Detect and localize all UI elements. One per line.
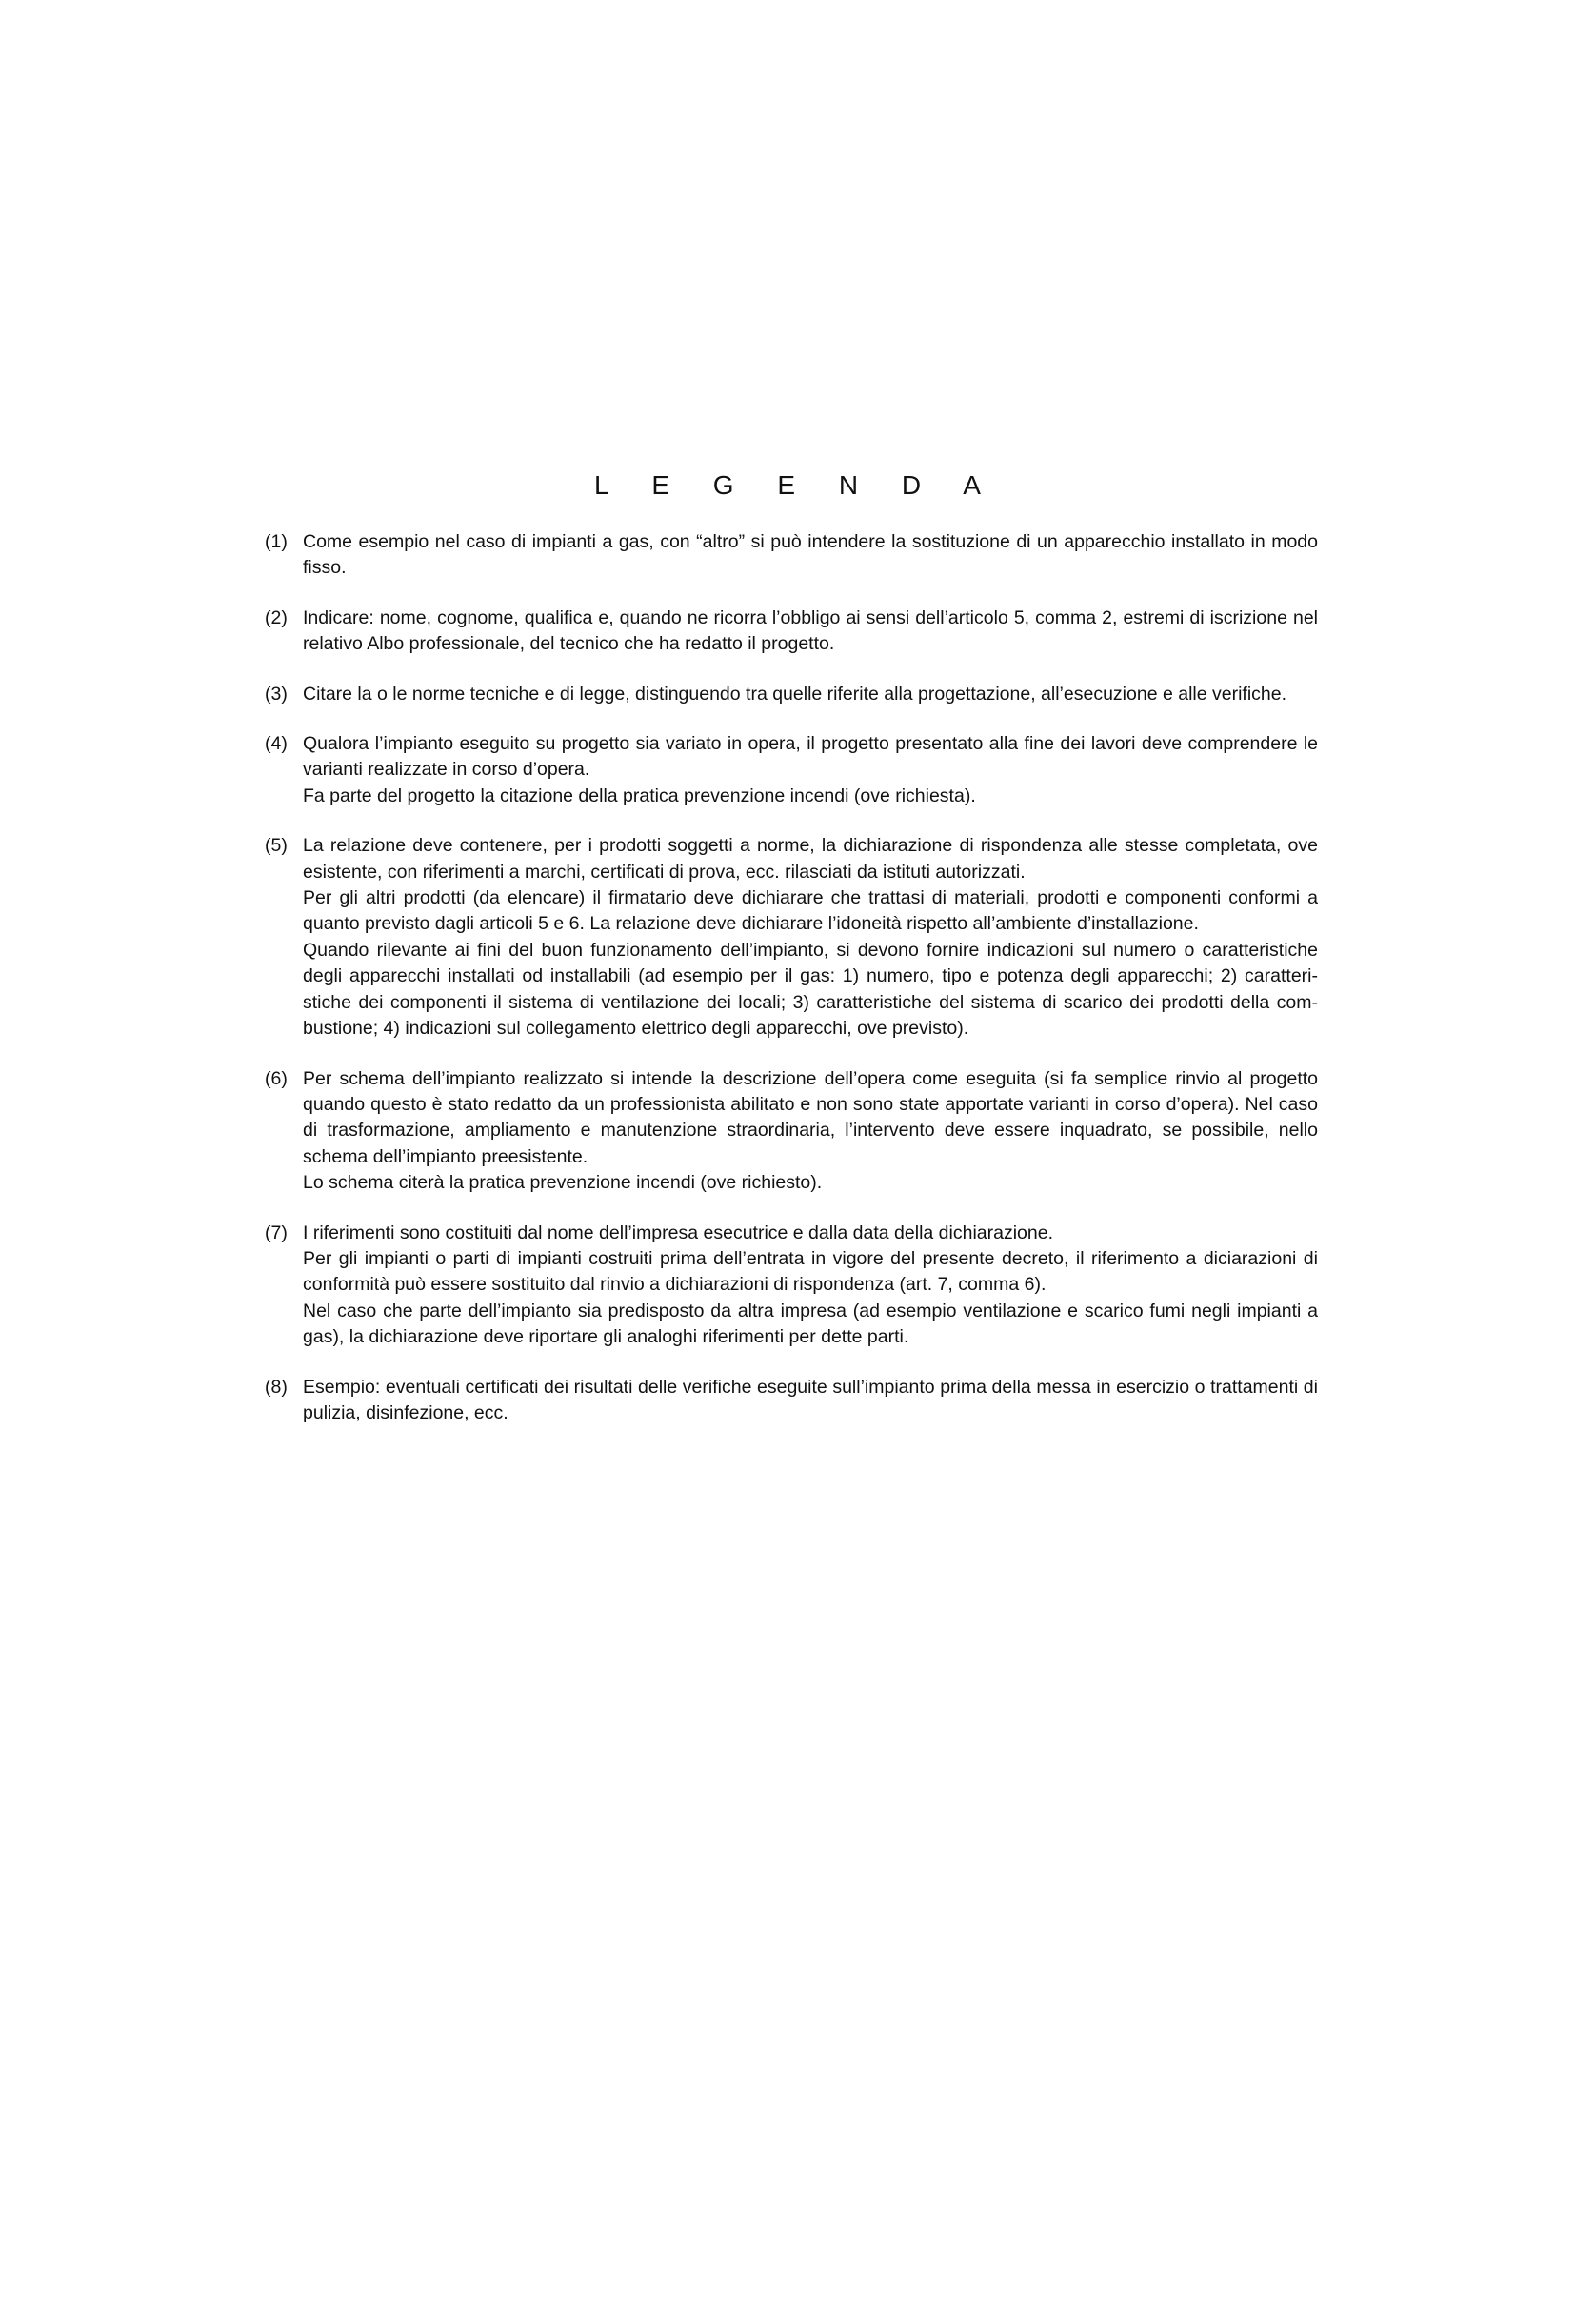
legend-note [265,682,1318,707]
legend-note [265,606,1318,658]
note-paragraph: Qualora l’impianto eseguito su progetto sia variato in opera, il progetto presentato alla fine dei lavori deve comprendere le varianti realizzate in corso d’opera. [303,733,1318,781]
note-paragraph: Citare la o le norme tecniche e di legge, distinguendo tra quelle riferite alla progettazione, all’esecuzione e alle verifiche. [303,683,1287,705]
note-number: (5) [265,835,288,857]
note-number: (7) [265,1222,288,1243]
legend-note [265,731,1318,809]
note-paragraph: Lo schema citerà la pratica prevenzione incendi (ove richiesto). [303,1172,823,1194]
note-body [303,1375,1318,1427]
page-title: L E G E N D A [594,470,999,500]
note-body [303,1066,1318,1197]
legend-note [265,529,1318,582]
legend-note [265,1375,1318,1427]
note-body [303,1221,1318,1351]
legend-note [265,1221,1318,1351]
note-paragraph: Fa parte del progetto la citazione della pratica prevenzione incendi (ove richiesta). [303,785,976,806]
note-body [303,682,1318,707]
note-paragraph: Nel caso che parte dell’impianto sia predisposto da altra impresa (ad esempio ventilazione e scarico fumi negli impianti a gas), la dichiarazione deve riportare gli analoghi riferimenti per dette parti. [303,1300,1318,1348]
note-paragraph: Quando rilevante ai fini del buon funzionamento dell’impianto, si devono fornire indicazioni sul numero o caratteristiche degli apparecchi installati od installabili (ad esempio per il gas: 1) numero, tipo e potenza degli apparecchi; 2) caratteristiche dei componenti il sistema di ventilazione dei locali; 3) caratteristiche del sistema di scarico dei prodotti della combustione; 4) indicazioni sul collegamento elettrico degli apparecchi, ove previsto). [303,939,1318,1040]
note-number: (1) [265,531,288,552]
note-paragraph: Indicare: nome, cognome, qualifica e, quando ne ricorra l’obbligo ai sensi dell’articolo 5, comma 2, estremi di iscrizione nel relativo Albo professionale, del tecnico che ha redatto il progetto. [303,606,1318,655]
legend-note [265,1066,1318,1197]
note-body [303,833,1318,1042]
note-paragraph: Esempio: eventuali certificati dei risultati delle verifiche eseguite sull’impianto prima della messa in esercizio o trattamenti di pulizia, disinfezione, ecc. [303,1376,1318,1423]
note-paragraph: Per gli impianti o parti di impianti costruiti prima dell’entrata in vigore del presente decreto, il riferimento a diciarazioni di conformità può essere sostituito dal rinvio a dichiarazioni di rispondenza (art. 7, comma 6). [303,1247,1318,1296]
note-paragraph: Per schema dell’impianto realizzato si intende la descrizione dell’opera come eseguita (si fa semplice rinvio al progetto quando questo è stato redatto da un professionista abilitato e non sono state apportate varianti in corso d’opera). Nel caso di trasformazione, ampliamento e manutenzione straordinaria, l’intervento deve essere inquadrato, se possibile, nello schema dell’impianto preesistente. [303,1067,1318,1167]
note-number: (8) [265,1376,288,1398]
note-body [303,529,1318,582]
legend-notes-list [265,529,1318,1450]
note-number: (4) [265,733,288,755]
note-number: (2) [265,606,288,628]
note-paragraph: Per gli altri prodotti (da elencare) il firmatario deve dichiarare che trattasi di materiali, prodotti e componenti conformi a quanto previsto dagli articoli 5 e 6. La relazione deve dichiarare l’idoneità rispetto all’ambiente d’installazione. [303,887,1318,935]
note-paragraph: La relazione deve contenere, per i prodotti soggetti a norme, la dichiarazione di rispondenza alle stesse completata, ove esistente, con riferimenti a marchi, certificati di prova, ecc. rilasciati da istituti autorizzati. [303,835,1318,883]
note-body [303,606,1318,658]
note-paragraph: Come esempio nel caso di impianti a gas, con “altro” si può intendere la sostituzione di un apparecchio installato in modo fisso. [303,531,1318,579]
note-number: (6) [265,1067,288,1089]
note-number: (3) [265,683,288,705]
legend-note [265,833,1318,1042]
note-body [303,731,1318,809]
note-paragraph: I riferimenti sono costituiti dal nome dell’impresa esecutrice e dalla data della dichiarazione. [303,1222,1053,1243]
